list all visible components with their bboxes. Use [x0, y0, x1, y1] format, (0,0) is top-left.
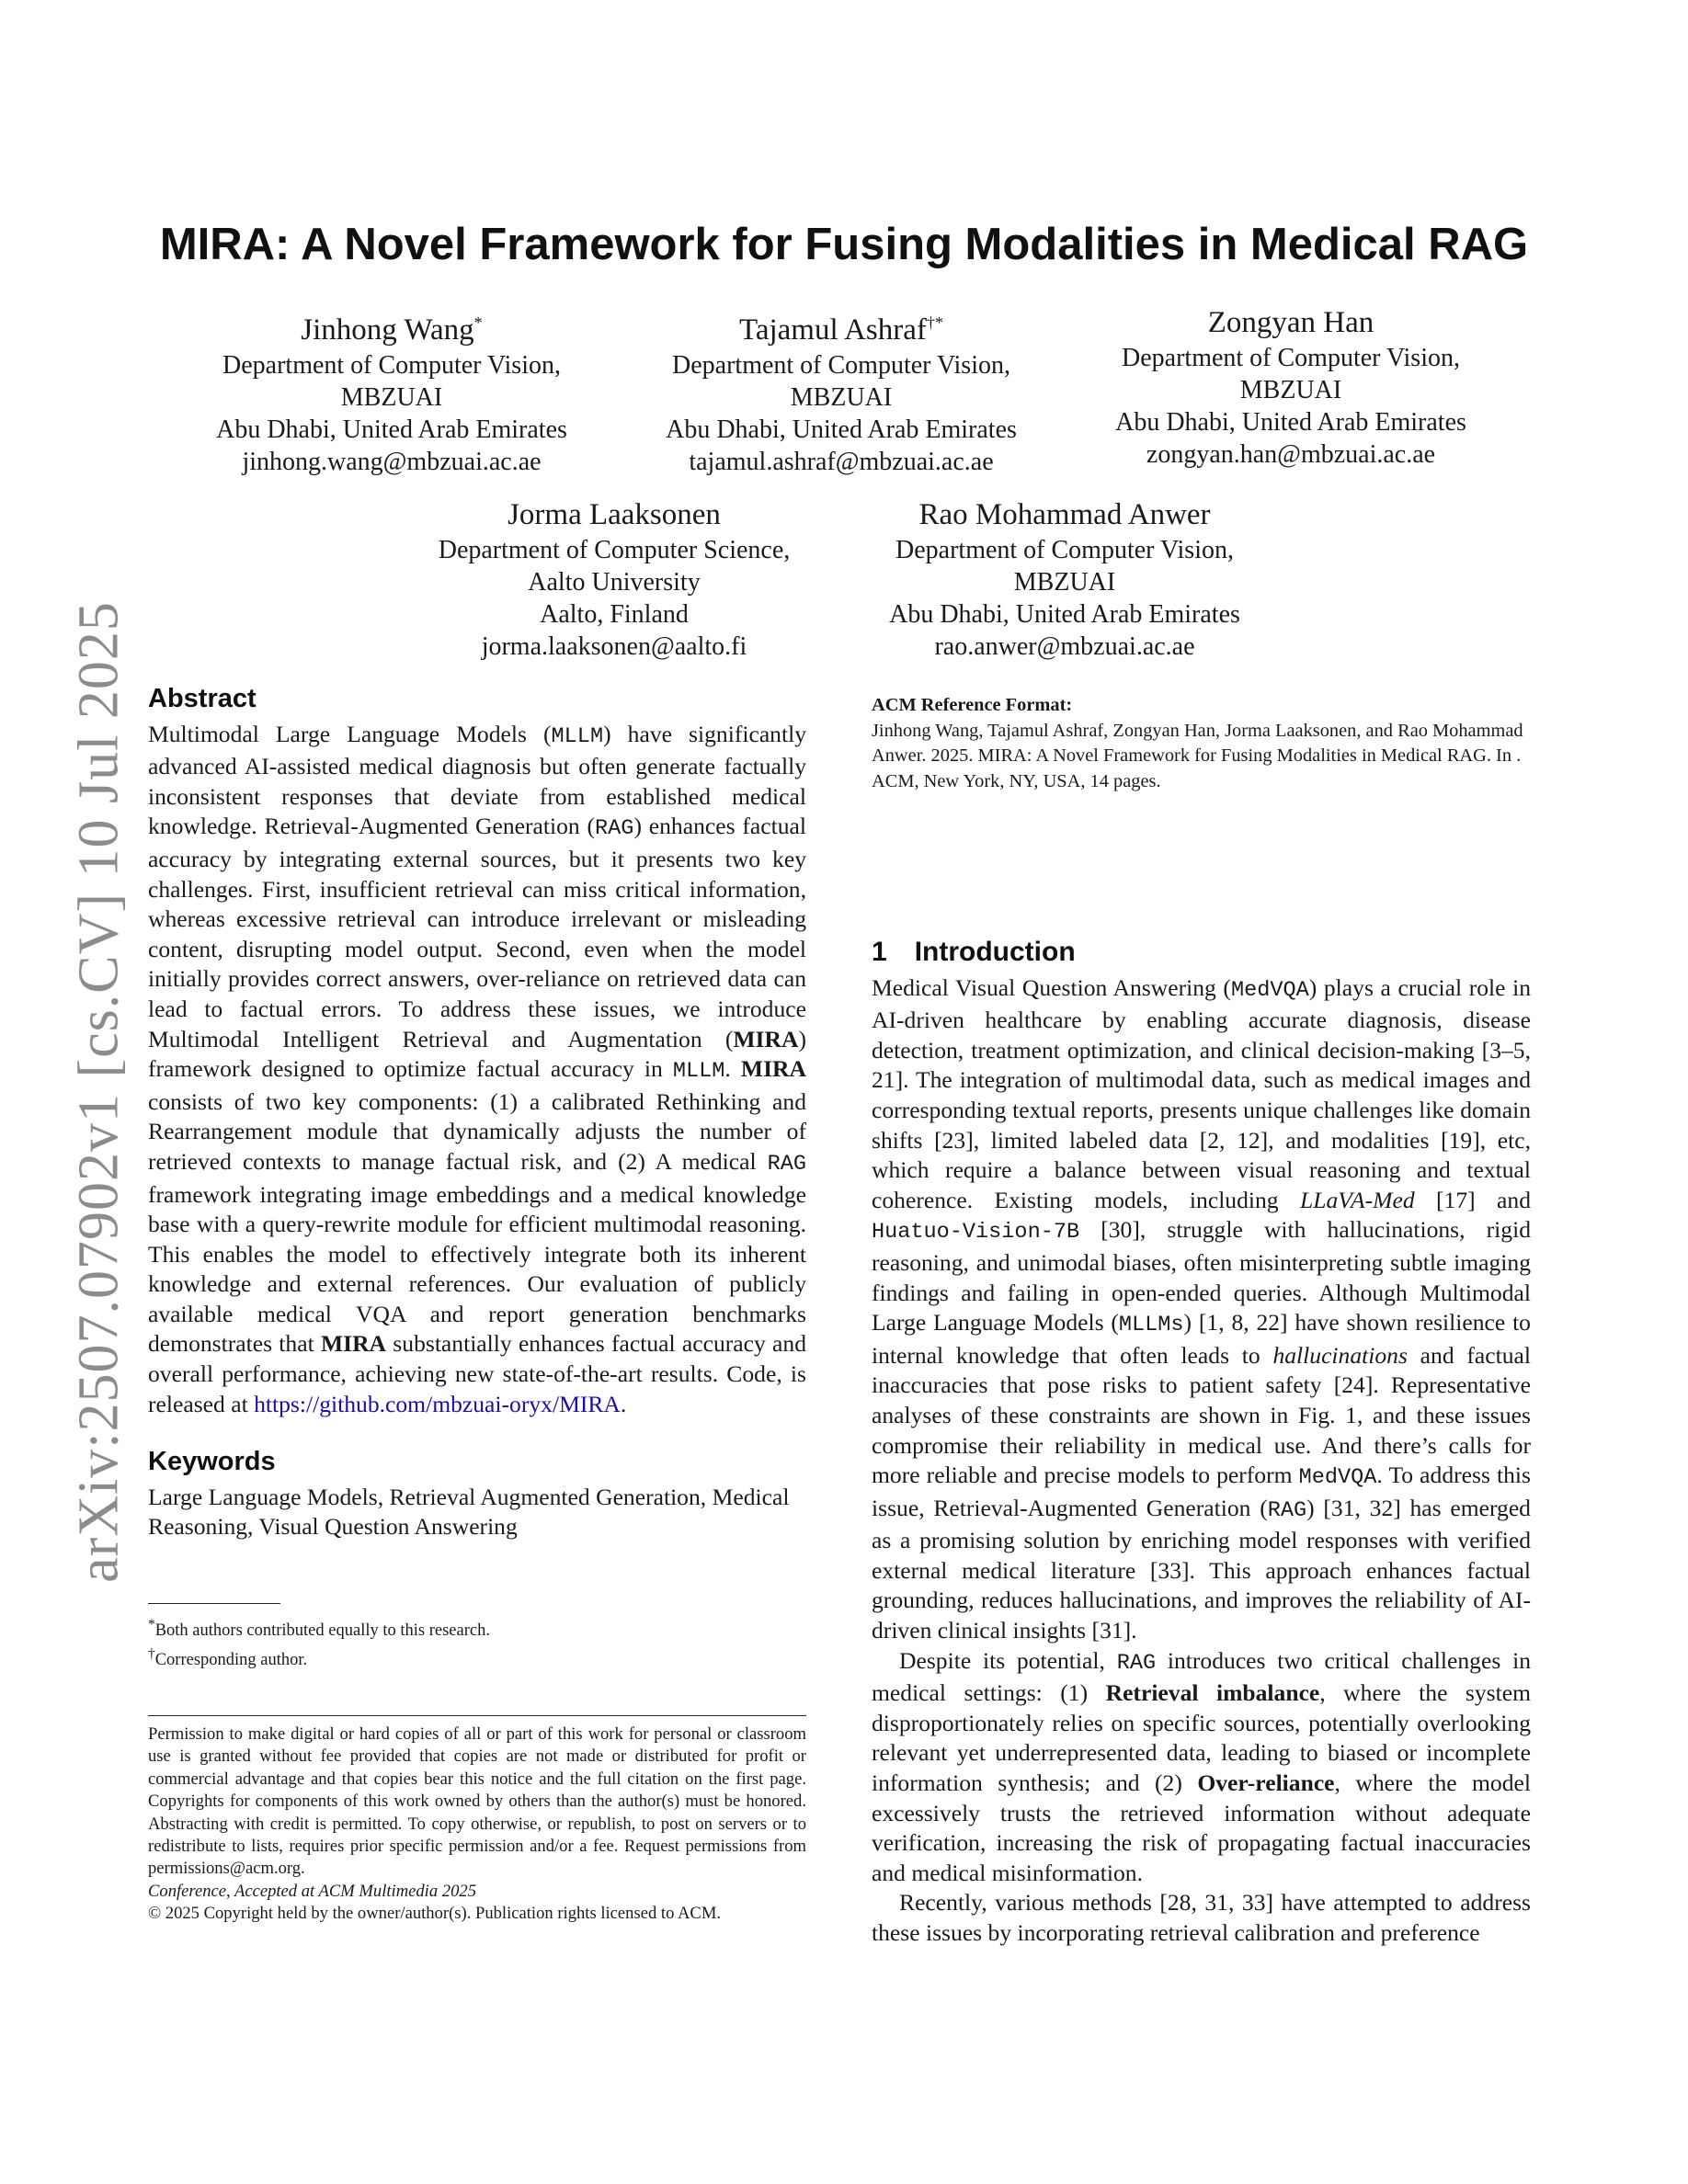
author-institution: Aalto University: [528, 568, 701, 597]
author-name: Rao Mohammad Anwer: [918, 498, 1211, 531]
author-email: tajamul.ashraf@mbzuai.ac.ae: [689, 448, 994, 476]
intro-paragraph: Despite its potential, RAG introduces two critical challenges in medical settings: (1) Retrieval imbalance, where the system disproportionately relies on specific sources, potentially overlooking relevant yet underrepresented data, leading to biased or incomplete information synthesis; and (2) Over-reliance, where the model excessively trusts the retrieved information without adequate verification, increasing the risk of propagating factual inaccuracies and medical misinformation.: [872, 1646, 1531, 1886]
conference-line: Conference, Accepted at ACM Multimedia 2025: [148, 1881, 476, 1901]
author-location: Abu Dhabi, United Arab Emirates: [1115, 408, 1466, 437]
abstract-section: [148, 684, 806, 1419]
author-block: [584, 303, 1099, 478]
acm-reference-format: [872, 693, 1531, 794]
introduction-heading: [872, 938, 1531, 968]
author-institution: MBZUAI: [340, 383, 443, 412]
author-affiliation: Department of Computer Science,: [438, 536, 791, 564]
author-block: [1033, 303, 1548, 471]
author-location: Abu Dhabi, United Arab Emirates: [216, 415, 567, 444]
code-repository-link[interactable]: https://github.com/mbzuai-oryx/MIRA: [254, 1390, 621, 1417]
author-email: rao.anwer@mbzuai.ac.ae: [934, 632, 1195, 661]
arxiv-identifier-stamp: arXiv:2507.07902v1 [cs.CV] 10 Jul 2025: [67, 601, 131, 1583]
abstract-text: Multimodal Large Language Models (MLLM) have significantly advanced AI-assisted medical diagnosis but often generate factually inconsistent responses that deviate from established medical knowledge. Retrieval-Augmented Generation (RAG) enhances factual accuracy by integrating external sources, but it presents two key challenges. First, insufficient retrieval can miss critical information, whereas excessive retrieval can introduce irrelevant or misleading content, disrupting model output. Second, even when the model initially provides correct answers, over-reliance on retrieved data can lead to factual errors. To address these issues, we introduce Multimodal Intelligent Retrieval and Augmentation (MIRA) framework designed to optimize factual accuracy in MLLM. MIRA consists of two key components: (1) a calibrated Rethinking and Rearrangement module that dynamically adjusts the number of retrieved contexts to manage factual risk, and (2) A medical RAG framework integrating image embeddings and a medical knowledge base with a query-rewrite module for efficient multimodal reasoning. This enables the model to effectively integrate both its inherent knowledge and external references. Our evaluation of publicly available medical VQA and report generation benchmarks demonstrates that MIRA substantially enhances factual accuracy and overall performance, achieving new state-of-the-art results. Code, is released at https://github.com/mbzuai-oryx/MIRA.: [148, 720, 807, 1417]
author-affiliation: Department of Computer Vision,: [222, 351, 561, 380]
author-location: Abu Dhabi, United Arab Emirates: [889, 600, 1240, 629]
author-affiliation: Department of Computer Vision,: [1122, 344, 1460, 372]
author-institution: MBZUAI: [1239, 376, 1342, 404]
author-name: Zongyan Han: [1207, 306, 1374, 339]
author-email: jorma.laaksonen@aalto.fi: [481, 632, 747, 661]
paper-title: MIRA: A Novel Framework for Fusing Modalities in Medical RAG: [159, 220, 1529, 269]
footnote-equal-contribution: *Both authors contributed equally to this research.: [148, 1617, 490, 1641]
abstract-heading: Abstract: [148, 684, 257, 713]
author-name: Jorma Laaksonen: [508, 498, 721, 531]
section-number: 1: [872, 937, 887, 967]
author-block: [134, 303, 649, 478]
acm-reference-heading: ACM Reference Format:: [872, 695, 1073, 715]
author-institution: MBZUAI: [790, 383, 893, 412]
author-location: Abu Dhabi, United Arab Emirates: [666, 415, 1017, 444]
right-column: [872, 693, 1531, 1949]
footnote-corresponding-author: †Corresponding author.: [148, 1646, 308, 1670]
footnote-divider: [148, 1603, 280, 1604]
author-affiliation: Department of Computer Vision,: [672, 351, 1010, 380]
acm-reference-text: Jinhong Wang, Tajamul Ashraf, Zongyan Han, Jorma Laaksonen, and Rao Mohammad Anwer. 2025. MIRA: A Novel Framework for Fusing Modalities in Medical RAG. In . ACM, New York, NY, USA, 14 pages.: [872, 720, 1523, 791]
author-institution: MBZUAI: [1013, 568, 1116, 597]
author-mark: †*: [926, 313, 944, 332]
author-email: zongyan.han@mbzuai.ac.ae: [1146, 440, 1436, 469]
section-title: Introduction: [914, 937, 1076, 967]
copyright-line: © 2025 Copyright held by the owner/author(s). Publication rights licensed to ACM.: [148, 1904, 721, 1924]
author-block: [807, 495, 1322, 663]
author-affiliation: Department of Computer Vision,: [895, 536, 1234, 564]
keywords-heading: Keywords: [148, 1447, 276, 1477]
author-email: jinhong.wang@mbzuai.ac.ae: [242, 448, 542, 476]
author-location: Aalto, Finland: [540, 600, 689, 629]
author-block: [357, 495, 872, 663]
left-column: [148, 684, 806, 1672]
author-name: Jinhong Wang: [301, 313, 474, 347]
permission-text: Permission to make digital or hard copies of all or part of this work for personal or classroom use is granted without fee provided that copies are not made or distributed for profit or commercial advantage and that copies bear this notice and the full citation on the first page. Copyrights for components of this work owned by others than the author(s) must be honored. Abstracting with credit is permitted. To copy otherwise, or republish, to post on servers or to redistribute to lists, requires prior specific permission and/or a fee. Request permissions from permissions@acm.org.: [148, 1724, 806, 1879]
intro-paragraph: Medical Visual Question Answering (MedVQA) plays a crucial role in AI-driven healthcare by enabling accurate diagnosis, disease detection, treatment optimization, and clinical decision-making [3–5, 21]. The integration of multimodal data, such as medical images and corresponding textual reports, presents unique challenges like domain shifts [23], limited labeled data [2, 12], and modalities [19], etc, which require a balance between visual reasoning and textual coherence. Existing models, including LLaVA-Med [17] and Huatuo-Vision-7B [30], struggle with hallucinations, rigid reasoning, and unimodal biases, often misinterpreting subtle imaging findings and failing in open-ended queries. Although Multimodal Large Language Models (MLLMs) [1, 8, 22] have shown resilience to internal knowledge that often leads to hallucinations and factual inaccuracies that pose risks to patient safety [24]. Representative analyses of these constraints are shown in Fig. 1, and these issues compromise their reliability in medical use. And there’s calls for more reliable and precise models to perform MedVQA. To address this issue, Retrieval-Augmented Generation (RAG) [31, 32] has emerged as a promising solution by enriching model responses with verified external medical literature [33]. This approach enhances factual grounding, reduces hallucinations, and improves the reliability of AI-driven clinical insights [31].: [872, 973, 1532, 1644]
permission-notice: [148, 1715, 806, 1926]
keywords-section: [148, 1447, 806, 1542]
author-mark: *: [473, 313, 483, 332]
introduction-section: [872, 938, 1531, 1949]
intro-paragraph: Recently, various methods [28, 31, 33] have attempted to address these issues by incorporating retrieval calibration and preference: [872, 1889, 1531, 1946]
keywords-text: Large Language Models, Retrieval Augmented Generation, Medical Reasoning, Visual Question Answering: [148, 1483, 790, 1541]
author-name: Tajamul Ashraf: [738, 313, 927, 347]
